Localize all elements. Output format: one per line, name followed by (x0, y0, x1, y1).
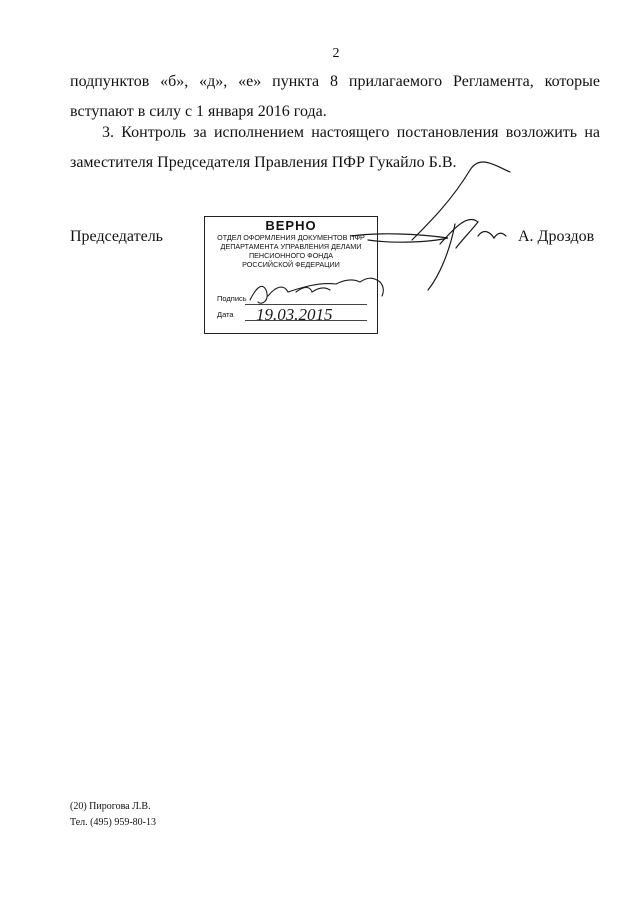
page-number: 2 (332, 46, 340, 61)
paragraph-1: подпунктов «б», «д», «е» пункта 8 прилагаемого Регламента, которые вступают в силу с 1 января 2016 года. (70, 73, 600, 120)
stamp-handwritten-signature (250, 278, 383, 303)
stamp-date-label: Дата (217, 310, 234, 319)
stamp-line-2: ДЕПАРТАМЕНТА УПРАВЛЕНИЯ ДЕЛАМИ (220, 242, 362, 251)
paragraph-2: 3. Контроль за исполнением настоящего постановления возложить на заместителя Председателя Правления ПФР Гукайло Б.В. (70, 124, 600, 171)
executor-phone: Тел. (495) 959-80-13 (70, 817, 156, 828)
director-signature (352, 162, 510, 290)
stamp-line-1: ОТДЕЛ ОФОРМЛЕНИЯ ДОКУМЕНТОВ ПФР (217, 233, 365, 242)
stamp-heading: ВЕРНО (265, 218, 317, 233)
stamp-line-4: РОССИЙСКОЙ ФЕДЕРАЦИИ (242, 260, 340, 269)
stamp-handwritten-date: 19.03.2015 (256, 305, 333, 324)
signatory-name: А. Дроздов (518, 228, 595, 245)
stamp-sign-label: Подпись (217, 294, 247, 303)
signatory-title: Председатель (70, 228, 163, 245)
executor-name: (20) Пирогова Л.В. (70, 801, 151, 812)
stamp-line-3: ПЕНСИОННОГО ФОНДА (248, 251, 334, 260)
